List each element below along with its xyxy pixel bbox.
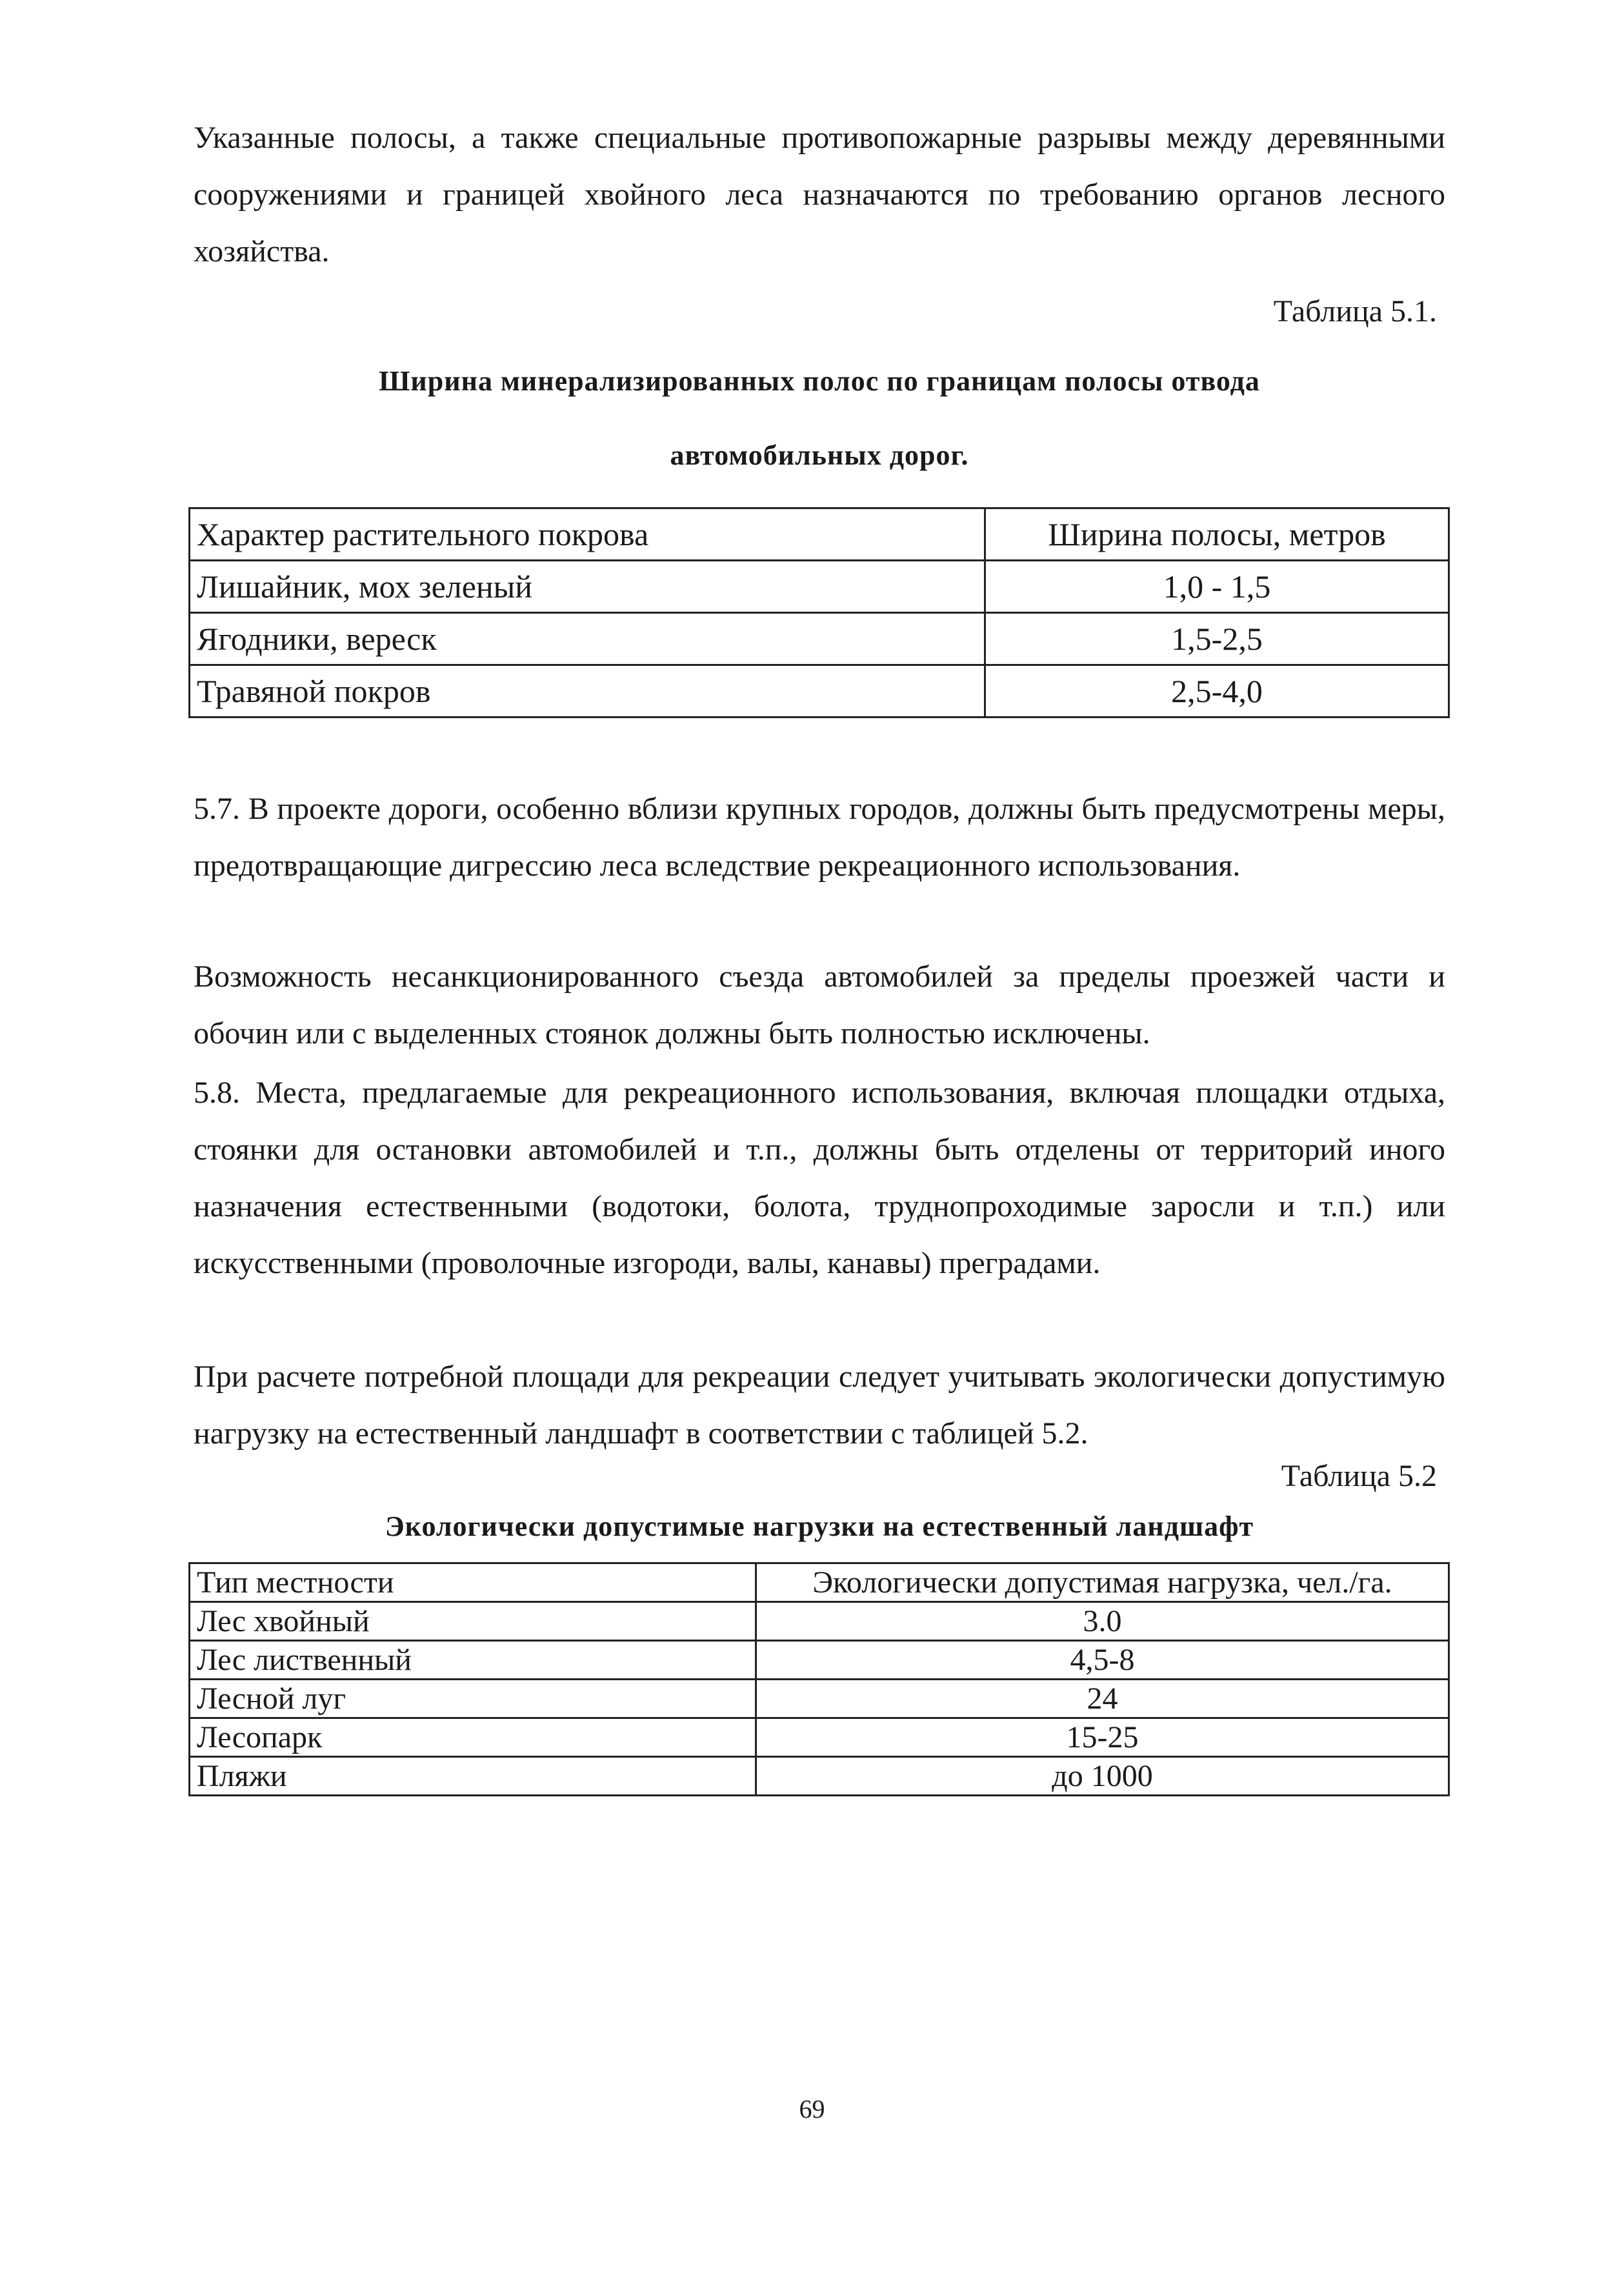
table2-title: Экологически допустимые нагрузки на естественный ландшафт [385,1511,1254,1542]
table-header-cell: Ширина полосы, метров [985,508,1449,561]
table-cell: Травяной покров [190,665,985,718]
paragraph-5-8-continued: При расчете потребной площади для рекреации следует учитывать экологически допустимую нагрузку на естественный ландшафт в соответствии с таблицей 5.2. [194,1360,1445,1451]
table1-label: Таблица 5.1. [1273,294,1437,328]
table-header-cell: Тип местности [190,1563,756,1602]
ecological-load-table [188,1562,1450,1796]
table-header-cell: Характер растительного покрова [190,508,985,561]
table1-title-line1: Ширина минерализированных полос по границам полосы отвода [379,365,1260,397]
table-cell: 3.0 [756,1602,1449,1641]
table-row [190,665,1449,718]
table-cell: до 1000 [756,1757,1449,1796]
table-header-row [190,1563,1449,1602]
table-cell: Лишайник, мох зеленый [190,561,985,613]
paragraph-5-7: 5.7. В проекте дороги, особенно вблизи крупных городов, должны быть предусмотрены меры, предотвращающие дигрессию леса вследствие рекреационного использования. [194,792,1445,883]
table-row [190,1602,1449,1641]
vegetation-strip-table [188,507,1450,718]
table-row [190,1641,1449,1680]
table-cell: Лесной луг [190,1680,756,1718]
intro-paragraph: Указанные полосы, а также специальные противопожарные разрывы между деревянными сооружениями и границей хвойного леса назначаются по требованию органов лесного хозяйства. [194,121,1445,268]
table-cell: 2,5-4,0 [985,665,1449,718]
table-cell: Лес хвойный [190,1602,756,1641]
table-cell: 15-25 [756,1718,1449,1757]
table-cell: Пляжи [190,1757,756,1796]
table-cell: Лесопарк [190,1718,756,1757]
table1-title-line2: автомобильных дорог. [670,439,969,471]
table-cell: 4,5-8 [756,1641,1449,1680]
table-row [190,1680,1449,1718]
paragraph-5-8: 5.8. Места, предлагаемые для рекреационного использования, включая площадки отдыха, стоянки для остановки автомобилей и т.п., должны быть отделены от территорий иного назначения естественными (водотоки, болота, труднопроходимые заросли и т.п.) или искусственными (проволочные изгороди, валы, канавы) преградами. [194,1076,1445,1280]
table-cell: Ягодники, вереск [190,613,985,665]
table-cell: 1,0 - 1,5 [985,561,1449,613]
table2-label: Таблица 5.2 [1281,1459,1437,1493]
table-cell: Лес лиственный [190,1641,756,1680]
table-row [190,1757,1449,1796]
table-row [190,561,1449,613]
table-row [190,1718,1449,1757]
page-number: 69 [799,2094,825,2123]
paragraph-5-7-continued: Возможность несанкционированного съезда автомобилей за пределы проезжей части и обочин или с выделенных стоянок должны быть полностью исключены. [194,959,1445,1050]
table-row [190,613,1449,665]
table-cell: 24 [756,1680,1449,1718]
table-header-cell: Экологически допустимая нагрузка, чел./га. [756,1563,1449,1602]
table-cell: 1,5-2,5 [985,613,1449,665]
table-header-row [190,508,1449,561]
